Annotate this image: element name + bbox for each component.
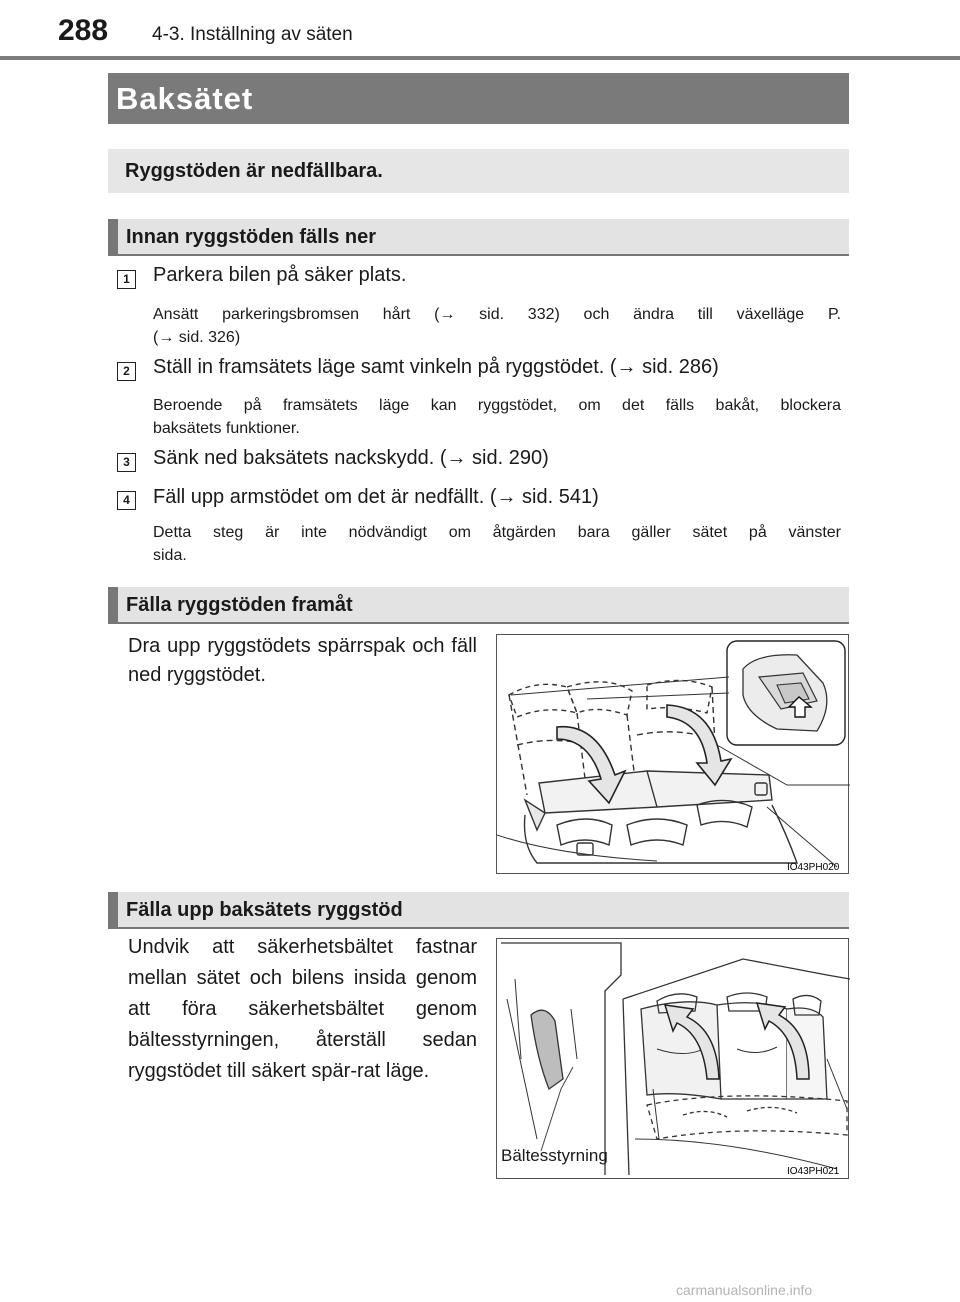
step-number-1: 1 bbox=[117, 270, 136, 289]
subheading-fold-up: Fälla upp baksätets ryggstöd bbox=[108, 892, 849, 929]
seat-fold-up-illustration bbox=[497, 939, 850, 1180]
subheading-fold-forward: Fälla ryggstöden framåt bbox=[108, 587, 849, 624]
step-note-4 bbox=[153, 521, 841, 567]
header-divider bbox=[0, 56, 960, 60]
seat-fold-forward-illustration bbox=[497, 635, 850, 875]
chapter-title: 4-3. Inställning av säten bbox=[152, 24, 353, 45]
step-text-3: Sänk ned baksätets nackskydd. (→ sid. 290) bbox=[153, 447, 549, 469]
figure-code-2: IO43PH021 bbox=[787, 1166, 840, 1177]
intro-box: Ryggstöden är nedfällbara. bbox=[108, 149, 849, 193]
paragraph-fold-up: Undvik att säkerhetsbältet fastnar mellan sätet och bilens insida genom att föra säkerhetsbältet genom bältesstyrningen, återställ sedan ryggstödet till säkert spär-rat läge. bbox=[128, 936, 477, 1082]
subheading-before-folding: Innan ryggstöden fälls ner bbox=[108, 219, 849, 256]
step-note-4-line1: Detta steg är inte nödvändigt om åtgärden bara gäller sätet på vänster bbox=[153, 524, 841, 541]
step-number-2: 2 bbox=[117, 362, 136, 381]
step-note-2-line2: baksätets funktioner. bbox=[153, 420, 300, 437]
section-title: Baksätet bbox=[108, 73, 849, 124]
step-text-2: Ställ in framsätets läge samt vinkeln på ryggstödet. (→ sid. 286) bbox=[153, 356, 719, 378]
page-number: 288 bbox=[58, 14, 109, 47]
step-number-4: 4 bbox=[117, 491, 136, 510]
paragraph-fold-forward: Dra upp ryggstödets spärrspak och fäll ned ryggstödet. bbox=[128, 635, 477, 686]
figure-code-1: IO43PH020 bbox=[787, 862, 840, 873]
step-note-2-line1: Beroende på framsätets läge kan ryggstödet, om det fälls bakåt, blockera bbox=[153, 397, 841, 414]
figure-fold-forward bbox=[496, 634, 849, 874]
step-text-4: Fäll upp armstödet om det är nedfällt. (→ sid. 541) bbox=[153, 486, 599, 508]
step-note-4-line2: sida. bbox=[153, 547, 187, 564]
step-number-3: 3 bbox=[117, 453, 136, 472]
callout-belt-guide: Bältesstyrning bbox=[501, 1146, 608, 1165]
step-note-1 bbox=[153, 303, 841, 349]
step-note-2 bbox=[153, 394, 841, 440]
step-note-1-line1: Ansätt parkeringsbromsen hårt (→ sid. 332) och ändra till växelläge P. bbox=[153, 306, 841, 323]
step-note-1-line2: (→ sid. 326) bbox=[153, 329, 241, 346]
watermark: carmanualsonline.info bbox=[676, 1282, 813, 1298]
step-text-1: Parkera bilen på säker plats. bbox=[153, 264, 407, 286]
figure-fold-up bbox=[496, 938, 849, 1179]
